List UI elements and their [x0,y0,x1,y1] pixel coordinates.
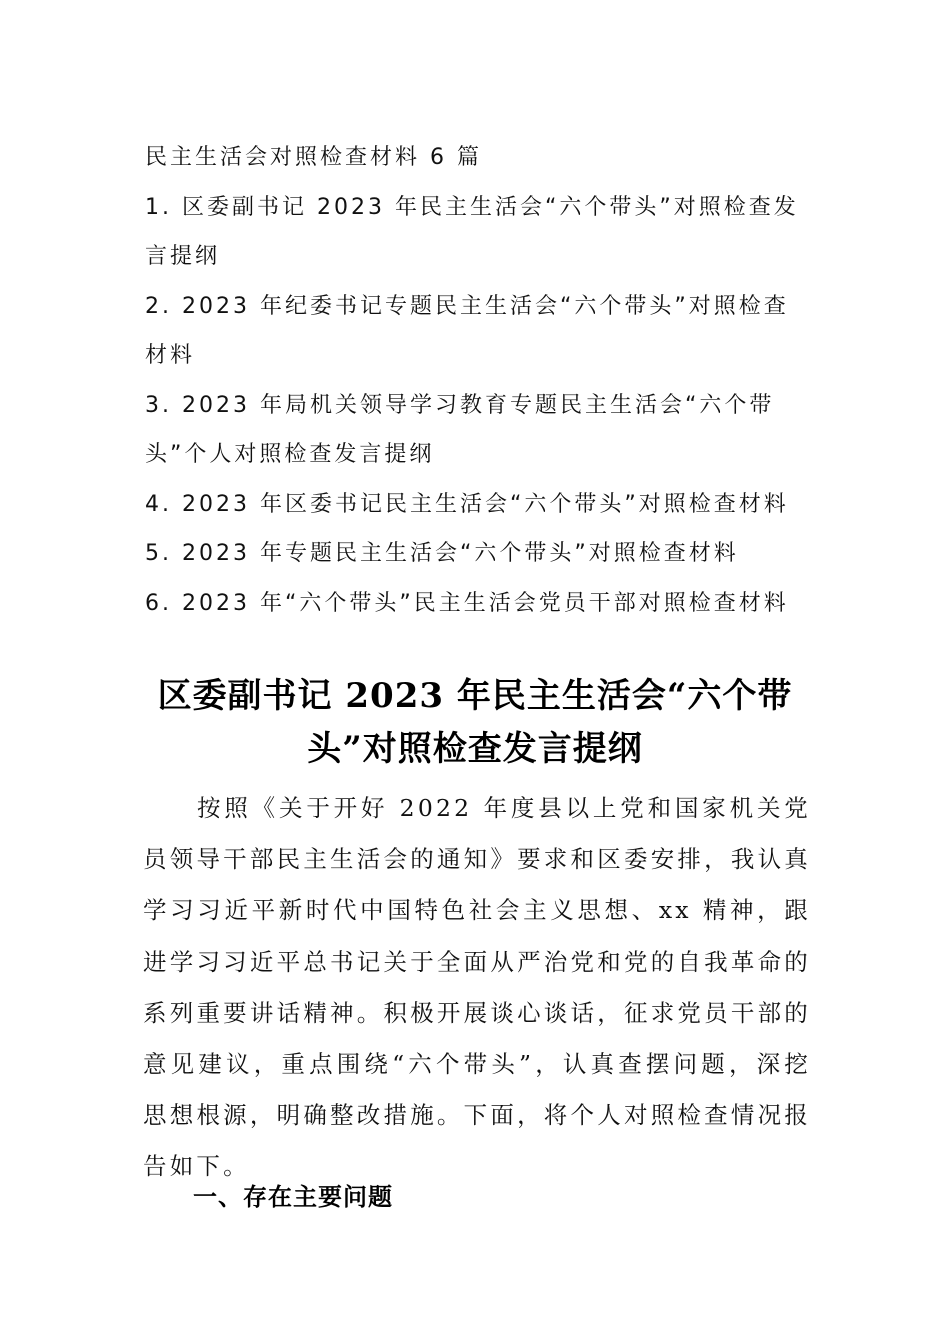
toc-item-1-line-1: 1. 区委副书记 2023 年民主生活会“六个带头”对照检查发 [145,194,799,220]
toc-item-3-line-2: 头”个人对照检查发言提纲 [145,442,435,467]
toc-item-5: 5. 2023 年专题民主生活会“六个带头”对照检查材料 [145,541,739,566]
collection-title: 民主生活会对照检查材料 6 篇 [145,145,482,170]
article-title [150,670,800,776]
table-of-contents [145,133,825,628]
article-title-line-2: 头”对照检查发言提纲 [307,729,643,769]
toc-item-2-line-1: 2. 2023 年纪委书记专题民主生活会“六个带头”对照检查 [145,293,789,319]
toc-item-6: 6. 2023 年“六个带头”民主生活会党员干部对照检查材料 [145,590,789,616]
article-title-line-1: 区委副书记 2023 年民主生活会“六个带 [157,676,793,716]
toc-item-3-line-1: 3. 2023 年局机关领导学习教育专题民主生活会“六个带 [145,392,775,418]
toc-item-4: 4. 2023 年区委书记民主生活会“六个带头”对照检查材料 [145,491,789,517]
intro-paragraph: 按照《关于开好 2022 年度县以上党和国家机关党员领导干部民主生活会的通知》要求和区委安排，我认真学习习近平新时代中国特色社会主义思想、xx 精神，跟进学习习近平总书记关于全面从严治党和党的自我革命的系列重要讲话精神。积极开展谈心谈话，征求党员干部的意见建议，重点围绕“六个带头”，认真查摆问题，深挖思想根源，明确整改措施。下面，将个人对照检查情况报告如下。 [143,794,811,1181]
section-heading: 一、存在主要问题 [193,1183,393,1211]
toc-item-1-line-2: 言提纲 [145,244,221,269]
toc-item-2-line-2: 材料 [145,343,196,368]
